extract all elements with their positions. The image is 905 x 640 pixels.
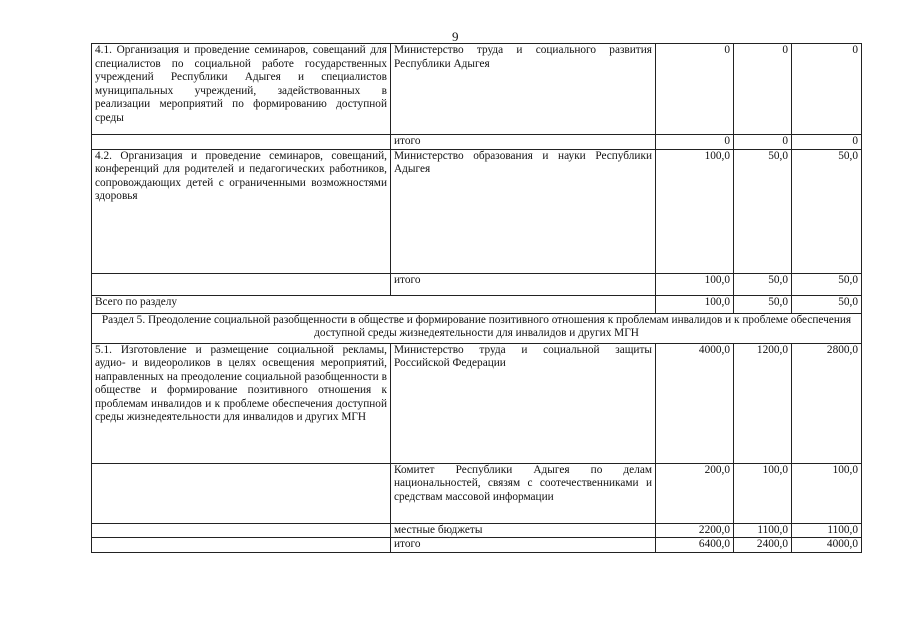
- section-5-heading: Раздел 5. Преодоление социальной разобщенности в обществе и формирование позитивного отношения к проблемам инвалидов и к проблеме обеспечения доступной среды жизнедеятельности для инвалидов и других МГН: [92, 313, 862, 343]
- table-row: [92, 44, 862, 135]
- section-total-1: 100,0: [656, 295, 734, 313]
- section-total-2: 50,0: [734, 295, 792, 313]
- activity-4-2-organization: Министерство образования и науки Республики Адыгея: [391, 149, 656, 273]
- activity-4-2-total-2: 50,0: [734, 273, 792, 295]
- activity-4-2-description: 4.2. Организация и проведение семинаров, совещаний, конференций для родителей и педагогических работников, сопровождающих детей с ограниченными возможностями здоровья: [92, 149, 391, 273]
- table-row: [92, 273, 862, 295]
- activity-4-2-value-2: 50,0: [734, 149, 792, 273]
- activity-5-1-value-1: 4000,0: [656, 343, 734, 463]
- local-budgets-value-1: 2200,0: [656, 523, 734, 538]
- activity-4-2-total-label: итого: [391, 273, 656, 295]
- empty-cell: [92, 135, 391, 150]
- table-row: [92, 538, 862, 553]
- activity-5-1-value-2: 1200,0: [734, 343, 792, 463]
- table-row: [92, 295, 862, 313]
- activity-4-2-value-3: 50,0: [792, 149, 862, 273]
- empty-cell: [92, 273, 391, 295]
- activity-4-1-total-1: 0: [656, 135, 734, 150]
- activity-4-2-value-1: 100,0: [656, 149, 734, 273]
- activity-4-1-total-2: 0: [734, 135, 792, 150]
- table-row: [92, 523, 862, 538]
- activity-5-1-description: 5.1. Изготовление и размещение социальной рекламы, аудио- и видеороликов в целях освещения мероприятий, направленных на преодоление социальной разобщенности в обществе и формирование позитивного отношения к проблемам инвалидов и к проблеме обеспечения доступной среды жизнедеятельности для инвалидов и других МГН: [92, 343, 391, 463]
- table-row: [92, 463, 862, 523]
- committee-value-3: 100,0: [792, 463, 862, 523]
- activity-4-1-value-3: 0: [792, 44, 862, 135]
- activity-5-1-organization: Министерство труда и социальной защиты Российской Федерации: [391, 343, 656, 463]
- activity-4-1-total-3: 0: [792, 135, 862, 150]
- section-total-label: Всего по разделу: [92, 295, 656, 313]
- activity-4-1-value-1: 0: [656, 44, 734, 135]
- activity-5-1-total-3: 4000,0: [792, 538, 862, 553]
- activity-4-1-total-label: итого: [391, 135, 656, 150]
- activity-4-2-total-3: 50,0: [792, 273, 862, 295]
- activity-5-1-total-2: 2400,0: [734, 538, 792, 553]
- empty-cell: [92, 523, 391, 538]
- local-budgets-label: местные бюджеты: [391, 523, 656, 538]
- table-row: [92, 343, 862, 463]
- table-row: [92, 135, 862, 150]
- local-budgets-value-2: 1100,0: [734, 523, 792, 538]
- page-number: 9: [452, 29, 459, 44]
- committee-value-1: 200,0: [656, 463, 734, 523]
- table-row: [92, 313, 862, 343]
- table-row: [92, 149, 862, 273]
- activity-4-1-value-2: 0: [734, 44, 792, 135]
- activity-4-1-organization: Министерство труда и социального развития Республики Адыгея: [391, 44, 656, 135]
- committee-value-2: 100,0: [734, 463, 792, 523]
- section-total-3: 50,0: [792, 295, 862, 313]
- activity-5-1-value-3: 2800,0: [792, 343, 862, 463]
- activity-5-1-total-label: итого: [391, 538, 656, 553]
- committee-organization: Комитет Республики Адыгея по делам национальностей, связям с соотечественниками и средствам массовой информации: [391, 463, 656, 523]
- empty-cell: [92, 538, 391, 553]
- activity-4-2-total-1: 100,0: [656, 273, 734, 295]
- local-budgets-value-3: 1100,0: [792, 523, 862, 538]
- activity-5-1-total-1: 6400,0: [656, 538, 734, 553]
- activity-4-1-description: 4.1. Организация и проведение семинаров, совещаний для специалистов по социальной работе государственных учреждений Республики Адыгея и специалистов муниципальных учреждений, задействованных в реализации мероприятий по формированию доступной среды: [92, 44, 391, 135]
- program-table: [91, 43, 862, 553]
- empty-cell: [92, 463, 391, 523]
